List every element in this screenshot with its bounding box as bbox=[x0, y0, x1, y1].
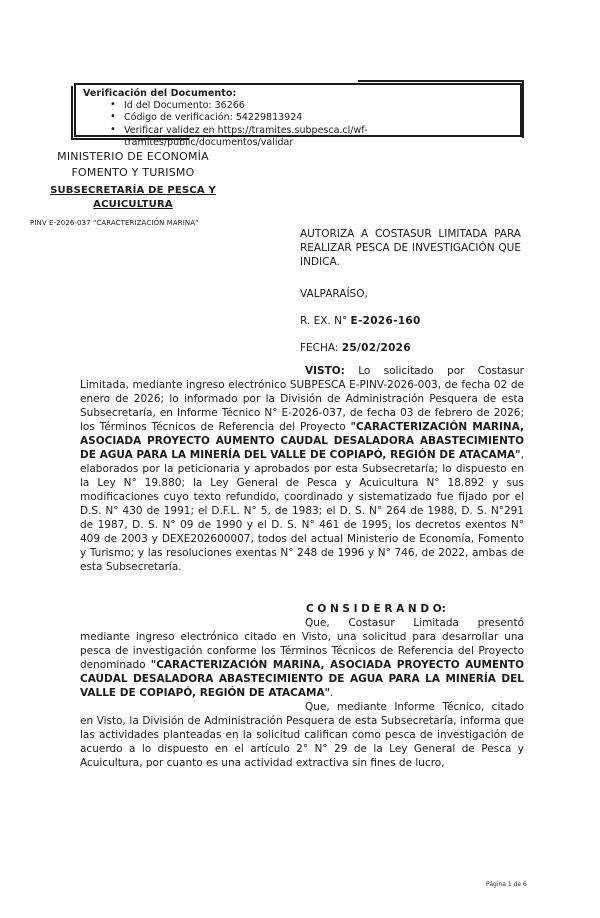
visto-text-2: , elaborados por la peticionaria y aprobados por esta Subsecretaría; lo dispuesto en la Ley N° 19.880; la Ley General de Pesca y Acuicultura N° 18.892 y sus modificaciones cuyo texto refundido, coordinado y sistematizado fue fijado por el D.S. N° 430 de 1991; el D.F.L. N° 5, de 1983; el D. S. N° 264 de 1988, D. S. N°291 de 1987, D. S. N° 09 de 1990 y el D. S. N° 461 de 1995, los decretos exentos N° 409 de 2003 y DEXE202600007, todos del actual Ministerio de Economía, Fomento y Turismo; y las resoluciones exentas N° 248 de 1996 y N° 746, de 2022, ambas de esta Subsecretaría. bbox=[80, 449, 524, 573]
resolution-label: R. EX. N° bbox=[300, 315, 351, 327]
subsecretaria-line2: ACUICULTURA bbox=[93, 199, 173, 210]
verification-box-title: Verificación del Documento: bbox=[83, 88, 237, 99]
document-body bbox=[80, 364, 524, 770]
considerando1-text-2: . bbox=[330, 687, 334, 699]
verification-item-document-id bbox=[76, 100, 520, 112]
verification-item-text: Código de verificación: 54229813924 bbox=[124, 112, 303, 124]
verification-url-text: Verificar validez en https://tramites.subpesca.cl/wf-tramites/public/documentos/validar bbox=[124, 124, 368, 149]
visto-paragraph bbox=[80, 364, 524, 574]
verification-box bbox=[74, 83, 522, 149]
considerando-paragraph-1 bbox=[80, 616, 524, 700]
resolution-number-line bbox=[300, 315, 421, 327]
date-line bbox=[300, 342, 411, 354]
subsecretaria-line1: SUBSECRETARÍA DE PESCA Y bbox=[50, 185, 216, 196]
visto-project-title: "CARACTERIZACIÓN MARINA, ASOCIADA PROYECTO AUMENTO CAUDAL DESALADORA ABASTECIMIENTO DE AGUA PARA LA MINERÍA DEL VALLE DE COPIAPÓ, REGIÓN DE ATACAMA" bbox=[80, 421, 524, 461]
verification-list bbox=[76, 100, 520, 150]
considerando1-text-1: Que, Costasur Limitada presentó mediante ingreso electrónico citado en Visto, una solicitud para desarrollar una pesca de investigación conforme los Términos Técnicos de Referencia del Proyecto denominado bbox=[80, 617, 524, 671]
bullet-icon: • bbox=[110, 123, 116, 135]
document-reference: PINV E-2026-037 "CARACTERIZACIÓN MARINA" bbox=[30, 219, 199, 227]
resolution-subject: AUTORIZA A COSTASUR LIMITADA PARA REALIZAR PESCA DE INVESTIGACIÓN QUE INDICA. bbox=[300, 228, 521, 268]
visto-text-1: Lo solicitado por Costasur Limitada, mediante ingreso electrónico SUBPESCA E-PINV-2026-003, de fecha 02 de enero de 2026; lo informado por la División de Administración Pesquera de esta Subsecretaría, en Informe Técnico N° E-2026-037, de fecha 03 de febrero de 2026; los Términos Técnicos de Referencia del Proyecto bbox=[80, 365, 524, 433]
date-label: FECHA: bbox=[300, 342, 342, 354]
verification-item-code bbox=[76, 112, 520, 124]
page-number: Página 1 de 6 bbox=[486, 881, 527, 888]
ministry-name-line1: MINISTERIO DE ECONOMÍA bbox=[57, 150, 209, 163]
considerando-heading: C O N S I D E R A N D O: bbox=[306, 603, 446, 615]
bullet-icon: • bbox=[110, 99, 116, 110]
verification-item-text: Id del Documento: 36266 bbox=[124, 100, 245, 111]
resolution-number: E-2026-160 bbox=[350, 315, 421, 327]
verification-item-url bbox=[76, 125, 520, 150]
considerando1-project-title: "CARACTERIZACIÓN MARINA, ASOCIADA PROYECTO AUMENTO CAUDAL DESALADORA ABASTECIMIENTO DE AGUA PARA LA MINERÍA DEL VALLE DE COPIAPÓ, REGIÓN DE ATACAMA" bbox=[80, 659, 524, 699]
visto-label: VISTO: bbox=[305, 365, 345, 377]
subsecretaria-name bbox=[26, 184, 240, 212]
ministry-name-line2: FOMENTO Y TURISMO bbox=[71, 166, 195, 179]
letterhead bbox=[26, 149, 240, 212]
bullet-icon: • bbox=[110, 111, 116, 123]
considerando-paragraph-2: Que, mediante Informe Técnico, citado en Visto, la División de Administración Pesquera de esta Subsecretaría, informa que las actividades planteadas en la solicitud califican como pesca de investigación de acuerdo a lo dispuesto en el artículo 2° N° 29 de la Ley General de Pesca y Acuicultura, por cuanto es una actividad extractiva sin fines de lucro, bbox=[80, 701, 524, 769]
date-value: 25/02/2026 bbox=[341, 342, 411, 354]
city-line: VALPARAÍSO, bbox=[300, 288, 368, 300]
